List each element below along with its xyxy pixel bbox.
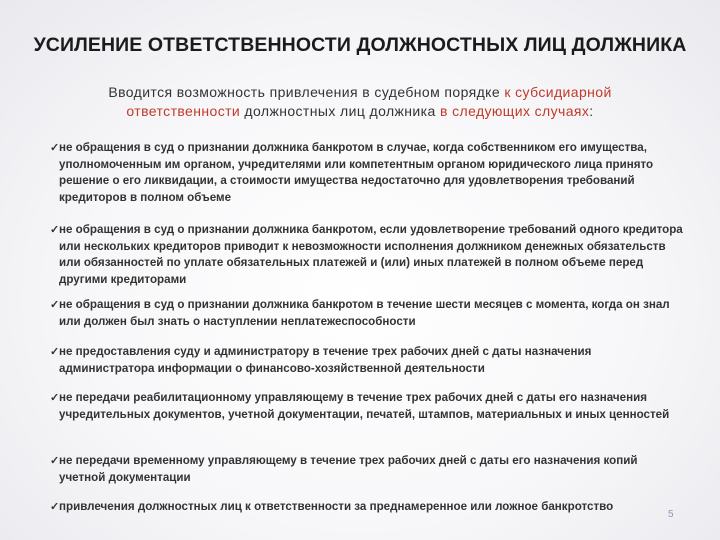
checkmark-icon: ✓: [50, 501, 60, 513]
list-item: [52, 140, 684, 206]
intro-part-1: Вводится возможность привлечения в судебном порядке: [108, 84, 505, 100]
list-item-text: не передачи реабилитационному управляющему в течение трех рабочих дней с даты его назначения учредительных документов, учетной документации, печатей, штампов, материальных и иных ценностей: [59, 391, 670, 421]
checkmark-icon: ✓: [50, 142, 60, 154]
intro-part-3: должностных лиц должника: [240, 103, 440, 119]
intro-text: [50, 83, 670, 121]
list-item-text: не обращения в суд о признании должника банкротом в течение шести месяцев с момента, когда он знал или должен был знать о наступлении неплатежеспособности: [59, 298, 670, 328]
checkmark-icon: ✓: [50, 299, 60, 311]
checkmark-icon: ✓: [50, 455, 60, 467]
list-item: [52, 499, 684, 516]
list-item-text: не обращения в суд о признании должника банкротом в случае, когда собственником его имущества, уполномоченным им органом, учредителями или компетентным органом юридического лица принято решение о его ликвидации, а стоимости имущества недостаточно для удовлетворения требований кредиторов в полном объеме: [59, 141, 654, 204]
intro-part-5: :: [589, 103, 594, 119]
list-item: [52, 453, 684, 486]
list-item-text: не предоставления суду и администратору в течение трех рабочих дней с даты назначения администратора информации о финансово-хозяйственной деятельности: [59, 345, 592, 375]
list-item: [52, 297, 684, 330]
intro-highlight-liability: к субсидиарной ответственности: [126, 84, 612, 119]
slide-title: УСИЛЕНИЕ ОТВЕТСТВЕННОСТИ ДОЛЖНОСТНЫХ ЛИЦ ДОЛЖНИКА: [33, 34, 687, 56]
list-item-text: не передачи временному управляющему в течение трех рабочих дней с даты его назначения копий учетной документации: [59, 454, 638, 484]
list-item-text: не обращения в суд о признании должника банкротом, если удовлетворение требований одного кредитора или нескольких кредиторов приводит к невозможности исполнения должником денежных обязательств или обязанностей по уплате обязательных платежей и (или) иных платежей в полном объеме перед другими кредиторами: [59, 223, 683, 286]
checkmark-icon: ✓: [50, 392, 60, 404]
checkmark-icon: ✓: [50, 224, 60, 236]
intro-highlight-cases: в следующих случаях: [439, 103, 590, 119]
list-item: [52, 222, 684, 288]
list-item: [52, 344, 684, 377]
checkmark-icon: ✓: [50, 346, 60, 358]
list-item-text: привлечения должностных лиц к ответственности за преднамеренное или ложное банкротство: [59, 500, 614, 513]
page-number: 5: [668, 509, 674, 520]
list-item: [52, 390, 684, 423]
